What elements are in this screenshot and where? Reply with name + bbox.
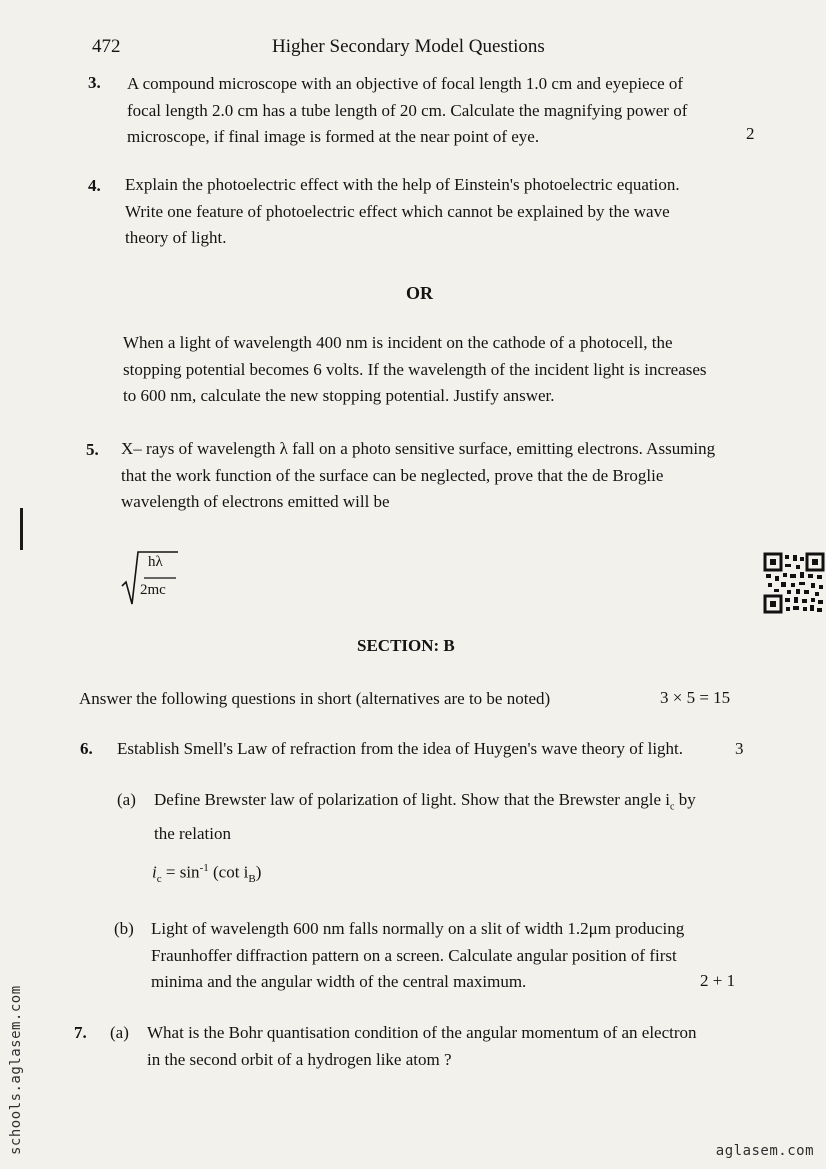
formula-denominator: 2mc — [140, 582, 166, 598]
brewster-formula — [152, 862, 261, 885]
section-b-heading: SECTION: B — [357, 636, 455, 655]
formula-superscript: -1 — [199, 862, 209, 874]
question-6b-text — [151, 916, 684, 996]
section-b-marks: 3 × 5 = 15 — [660, 688, 731, 707]
or-divider: OR — [406, 283, 433, 303]
watermark-left: schools.aglasem.com — [8, 985, 24, 1155]
formula-part: = sin — [161, 862, 200, 882]
question-3-text — [127, 71, 687, 151]
watermark-right: aglasem.com — [715, 1143, 814, 1159]
page-number: 472 — [92, 36, 121, 57]
question-4-line: Explain the photoelectric effect with the help of Einstein's photoelectric equation. — [125, 175, 680, 194]
page-header-title: Higher Secondary Model Questions — [272, 36, 545, 57]
question-7a-line: What is the Bohr quantisation condition of the angular momentum of an electron — [147, 1023, 697, 1042]
question-7a-line: in the second orbit of a hydrogen like atom ? — [147, 1049, 452, 1069]
question-number-7: 7. — [74, 1023, 87, 1042]
question-6a-line-end: by — [674, 790, 696, 809]
question-7a-label: (a) — [110, 1023, 129, 1042]
question-4-alternative-text — [123, 330, 707, 410]
question-6b-label: (b) — [114, 919, 134, 938]
question-6b-line: Fraunhoffer diffraction pattern on a screen. Calculate angular position of first — [151, 945, 677, 965]
question-6a-line — [154, 787, 696, 821]
formula-part: (cot i — [208, 862, 249, 882]
question-3-marks: 2 — [746, 124, 755, 143]
question-5-line: X– rays of wavelength λ fall on a photo sensitive surface, emitting electrons. Assuming — [121, 439, 716, 458]
formula-part: i — [152, 862, 157, 882]
question-6b-line: minima and the angular width of the central maximum. — [151, 972, 527, 991]
qr-code — [763, 552, 825, 614]
question-4-text — [125, 172, 680, 252]
question-6b-line: Light of wavelength 600 nm falls normally on a slit of width 1.2μm producing — [151, 919, 685, 938]
question-4-alt-line: to 600 nm, calculate the new stopping potential. Justify answer. — [123, 386, 555, 405]
question-4-alt-line: When a light of wavelength 400 nm is incident on the cathode of a photocell, the — [123, 333, 673, 352]
question-6a-text — [154, 787, 696, 847]
question-6a-line: the relation — [154, 823, 231, 843]
question-number-3: 3. — [88, 73, 101, 92]
formula-subscript: B — [248, 873, 256, 886]
question-6a-label: (a) — [117, 790, 136, 809]
question-6a-line-text: Define Brewster law of polarization of light. Show that the Brewster angle i — [154, 790, 670, 809]
question-6b-marks: 2 + 1 — [700, 971, 736, 990]
question-5-line: wavelength of electrons emitted will be — [121, 492, 390, 511]
question-4-alt-line: stopping potential becomes 6 volts. If the wavelength of the incident light is increases — [123, 359, 707, 379]
question-4-line: theory of light. — [125, 228, 227, 247]
formula-subscript: c — [156, 873, 162, 886]
formula-part: ) — [255, 862, 262, 882]
question-number-4: 4. — [88, 176, 101, 195]
question-4-line: Write one feature of photoelectric effect which cannot be explained by the wave — [125, 201, 670, 221]
question-5-text — [121, 436, 715, 516]
question-6-text: Establish Smell's Law of refraction from the idea of Huygen's wave theory of light. — [117, 739, 684, 758]
formula-numerator: hλ — [148, 554, 163, 570]
question-number-5: 5. — [86, 440, 99, 459]
question-7a-text — [147, 1020, 697, 1073]
question-6-marks: 3 — [735, 739, 744, 758]
question-3-line: A compound microscope with an objective of focal length 1.0 cm and eyepiece of — [127, 74, 684, 93]
question-5-line: that the work function of the surface can be neglected, prove that the de Broglie — [121, 465, 664, 485]
scan-edge-mark — [20, 508, 23, 550]
section-b-instruction: Answer the following questions in short (alternatives are to be noted) — [79, 689, 551, 708]
question-3-line: focal length 2.0 cm has a tube length of 20 cm. Calculate the magnifying power of — [127, 100, 688, 120]
question-3-line: microscope, if final image is formed at the near point of eye. — [127, 127, 540, 146]
question-number-6: 6. — [80, 739, 93, 758]
subscript: c — [670, 801, 675, 813]
